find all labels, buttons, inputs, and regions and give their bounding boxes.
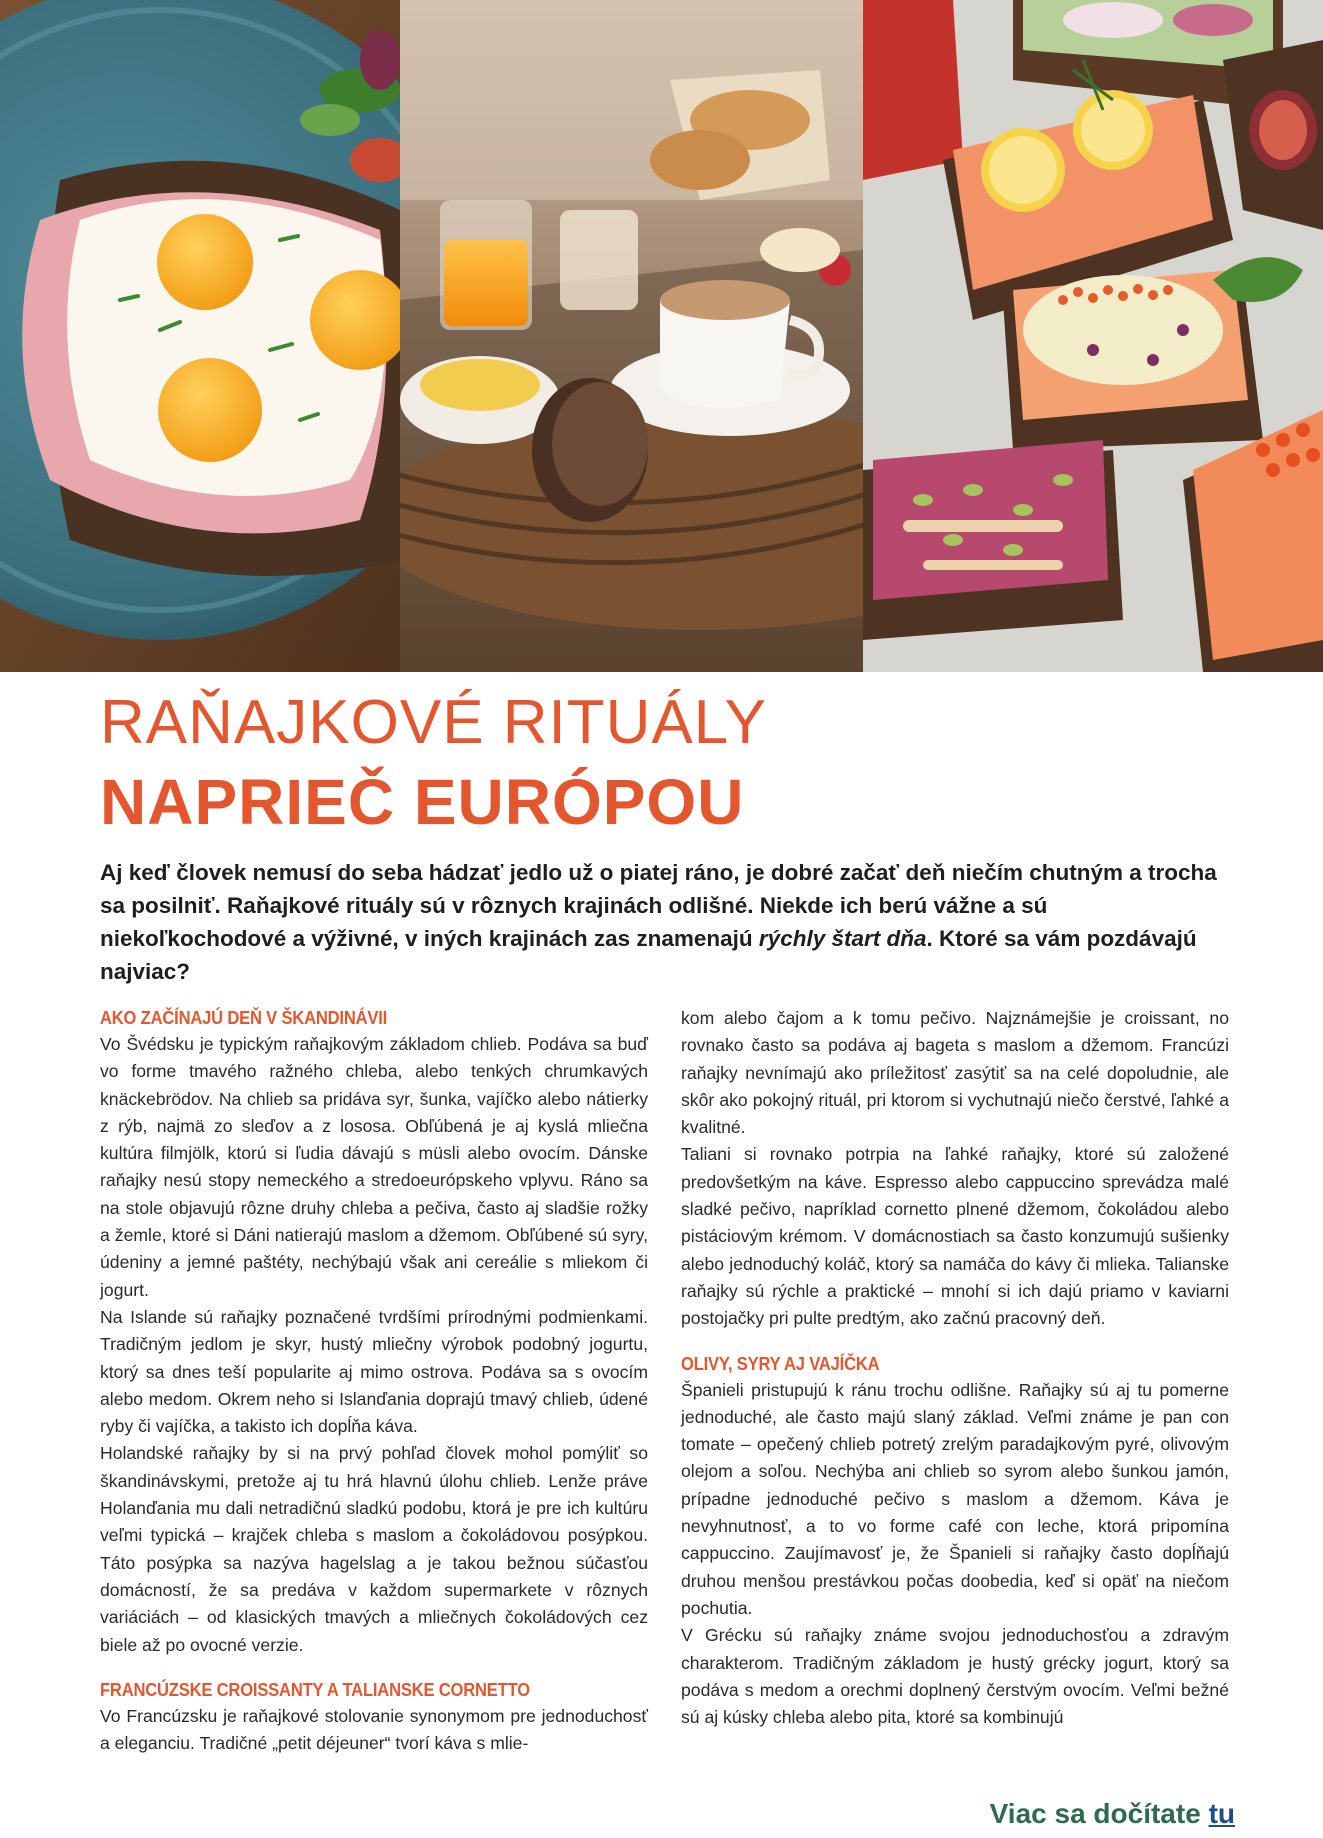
paragraph-france-start: Vo Francúzsku je raňajkové stolovanie synonymom pre jednoduchosť a eleganciu. Tradičné „petit déjeuner“ tvorí káva s mlie- — [100, 1705, 648, 1754]
paragraph-spain: Španieli pristupujú k ránu trochu odlišne. Raňajky sú aj tu pomerne jednoduché, ale často majú slaný základ. Veľmi známe je pan con tomate – opečený chlieb potretý zrelým paradajkovým pyré, olivovým olejom a soľou. Nechýba ani chlieb so syrom alebo šunkou jamón, prípadne jednoduché pečivo s maslom a džemom. Káva je nevyhnutnosť, a to vo forme café con leche, ktorá pripomína cappuccino. Zaujímavosť je, že Španieli si raňajky často dopĺňajú druhou menšou prestávkou počas doobedia, keď si opäť na niečom pochutia. — [681, 1379, 1229, 1618]
article-lead — [100, 856, 1230, 988]
lead-text-italic: rýchly štart dňa — [758, 926, 927, 951]
section-spacer — [681, 1333, 1229, 1351]
article-title-line-2: NAPRIEČ EURÓPOU — [100, 766, 745, 838]
paragraph-greece: V Grécku sú raňajky známe svojou jednoduchosťou a zdravým charakterom. Tradičným základom je hustý grécky jogurt, ktorý sa podáva s medom a orechmi doplnený čerstvým ovocím. Veľmi bežné sú aj kúsky chleba alebo pita, ktoré sa kombinujú — [681, 1625, 1229, 1728]
breakfast-basket-illustration — [400, 0, 863, 672]
section-heading-france-italy: FRANCÚZSKE CROISSANTY A TALIANSKE CORNETTO — [100, 1679, 530, 1700]
left-column — [100, 1005, 648, 1757]
paragraph-sweden-denmark: Vo Švédsku je typickým raňajkovým základom chlieb. Podáva sa buď vo forme tmavého ražného chleba, alebo tenkých chrumkavých knäckebrödov. Na chlieb sa pridáva syr, šunka, vajíčko alebo nátierky z rýb, najmä zo sleďov a z lososa. Obľúbená je aj kyslá mliečna kultúra filmjölk, ktorú si ľudia dávajú s müsli alebo ovocím. Dánske raňajky nesú stopy nemeckého a stredoeurópskeho vplyvu. Ráno sa na stole objavujú rôzne druhy chleba a pečiva, často aj sladšie rožky a žemle, ktoré si Dáni natierajú maslom a džemom. Obľúbené sú syry, údeniny a jemné paštéty, nechýbajú však ani cereálie s mliekom či jogurt. — [100, 1034, 648, 1300]
article-title-line-1: RAŇAJKOVÉ RITUÁLY — [100, 688, 768, 757]
fried-eggs-illustration — [0, 0, 400, 672]
read-more-text: Viac sa dočítate — [989, 1798, 1209, 1829]
paragraph-netherlands: Holandské raňajky by si na prvý pohľad človek mohol pomýliť so škandinávskymi, pretože aj tu hrá hlavnú úlohu chlieb. Lenže práve Holanďania mu dali netradičnú sladkú podobu, ktorá je pre ich kultúru veľmi typická – krajček chleba s maslom a čokoládovou posýpkou. Táto posýpka sa nazýva hagelslag a je takou bežnou súčasťou domácností, že sa predáva v každom supermarkete v rôznych variáciách – od klasických tmavých a mliečnych čokoládových cez biele až po ovocné verzie. — [100, 1443, 648, 1655]
breakfast-basket-photo — [400, 0, 863, 672]
section-heading-spain: OLIVY, SYRY AJ VAJÍČKA — [681, 1353, 880, 1374]
open-sandwiches-photo — [863, 0, 1323, 672]
read-more — [990, 1798, 1235, 1830]
section-heading-scandinavia: AKO ZAČÍNAJÚ DEŇ V ŠKANDINÁVII — [100, 1008, 388, 1028]
paragraph-italy: Taliani si rovnako potrpia na ľahké raňajky, ktoré sú založené predovšetkým na káve. Espresso alebo cappuccino sprevádza malé sladké pečivo, napríklad cornetto plnené džemom, čokoládou alebo pistáciovým krémom. V domácnostiach sa často konzumujú sušienky alebo jednoduchý koláč, ktorý sa namáča do kávy či mlieka. Talianske raňajky sú rýchle a praktické – mnohí si ich dajú priamo v kaviarni postojačky pri pulte predtým, ako začnú pracovný deň. — [681, 1144, 1229, 1329]
paragraph-france-continued: kom alebo čajom a k tomu pečivo. Najznámejšie je croissant, no rovnako často sa podáva aj bageta s maslom a džemom. Francúzi raňajky nevnímajú ako príležitosť zasýtiť sa na celé dopoludnie, ale skôr ako pokojný rituál, pri ktorom si vychutnajú niečo čerstvé, ľahké a kvalitné. — [681, 1008, 1229, 1138]
photo-strip — [0, 0, 1323, 672]
lead-text-part-2: . Ktoré sa vám pozdávajú najviac? — [100, 926, 1197, 984]
right-column — [681, 1005, 1229, 1731]
open-sandwiches-illustration — [863, 0, 1323, 672]
fried-eggs-photo — [0, 0, 400, 672]
read-more-link[interactable]: tu — [1208, 1798, 1235, 1829]
lead-text-part-1: Aj keď človek nemusí do seba hádzať jedlo už o piatej ráno, je dobré začať deň niečím chutným a trocha sa posilniť. Raňajkové rituály sú v rôznych krajinách odlišné. Niekde ich berú vážne a sú niekoľkochodové a výživné, v iných krajinách zas znamenajú — [100, 860, 1217, 951]
paragraph-iceland: Na Islande sú raňajky poznačené tvrdšími prírodnými podmienkami. Tradičným jedlom je skyr, hustý mliečny výrobok podobný jogurtu, ktorý sa dnes teší popularite aj mimo ostrova. Podáva sa s ovocím alebo medom. Okrem neho si Islanďania doprajú tmavý chlieb, údené ryby či vajíčka, a takisto ich dopĺňa káva. — [100, 1306, 648, 1437]
section-spacer — [100, 1659, 648, 1677]
